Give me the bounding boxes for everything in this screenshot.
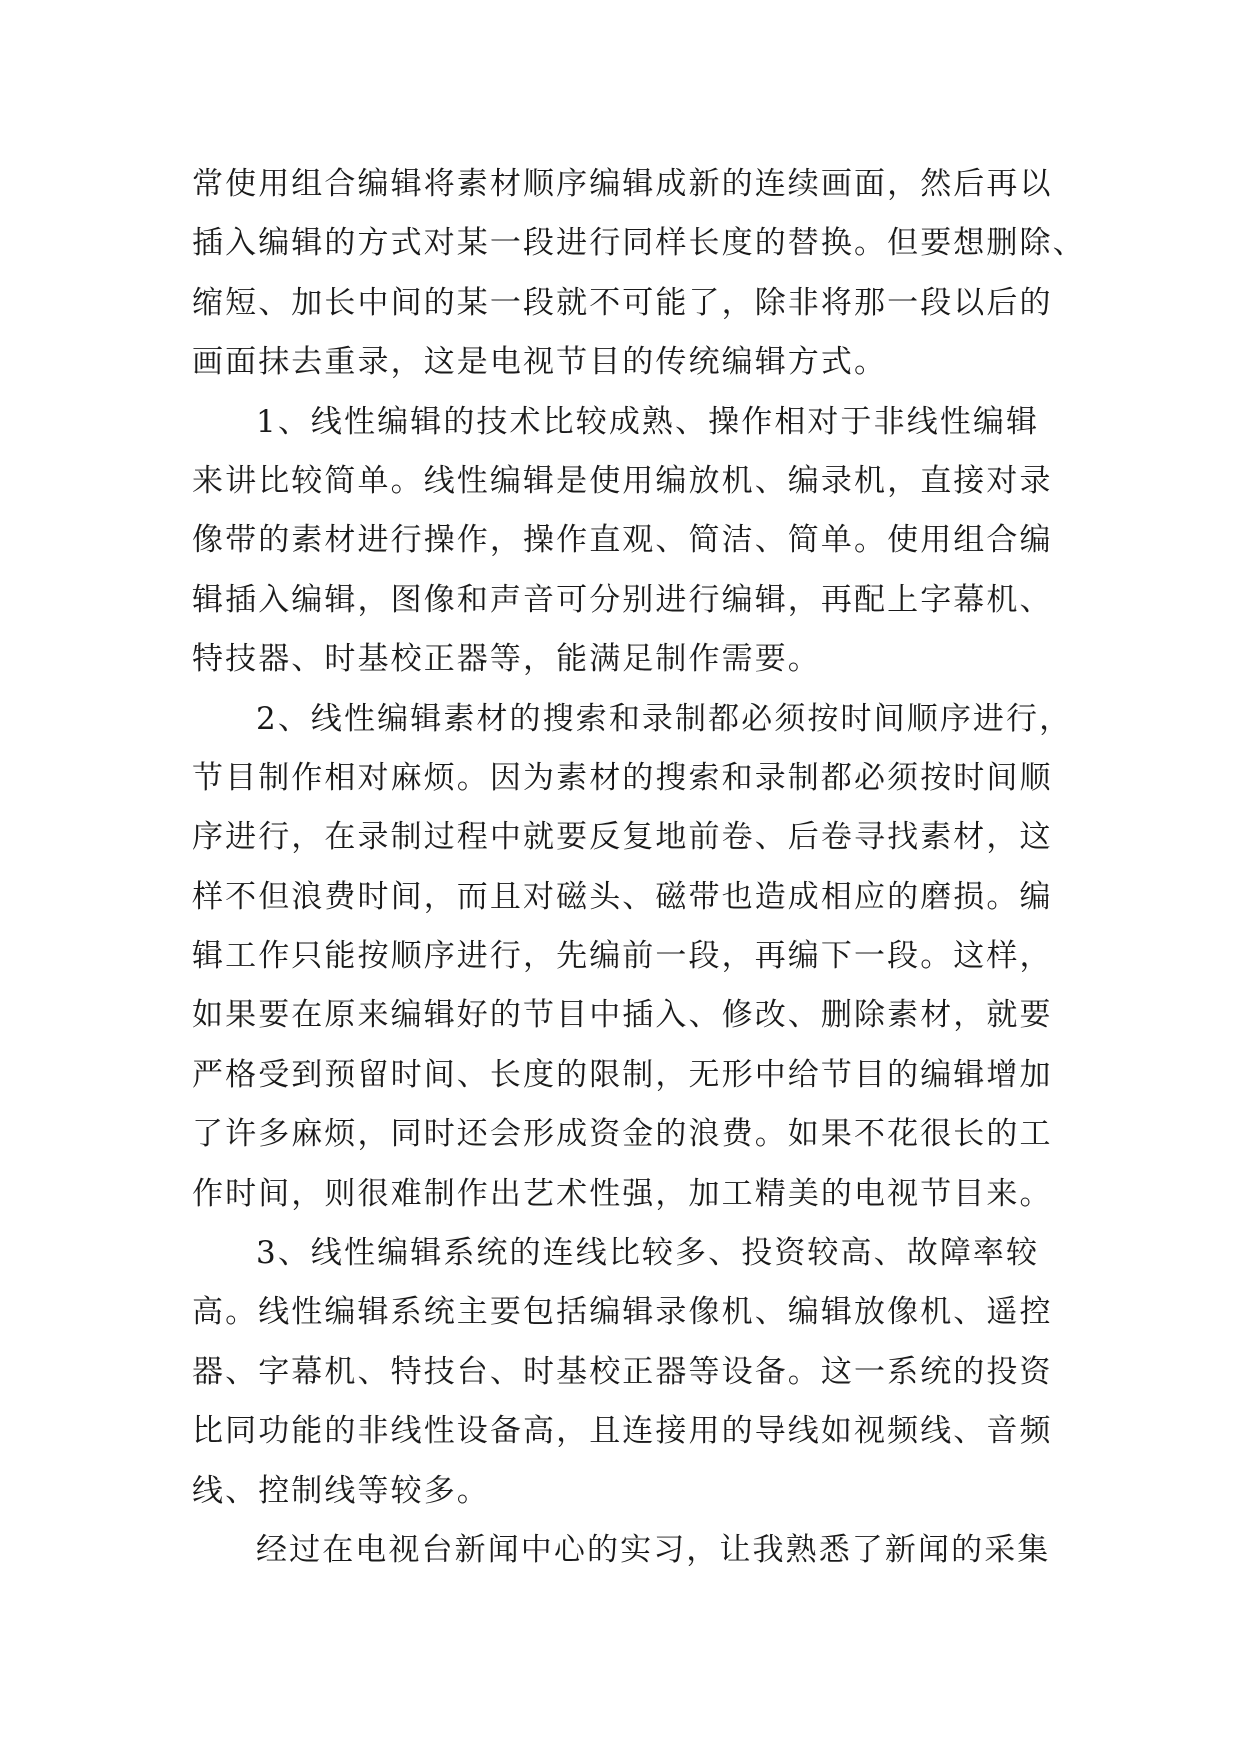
text-line: 作时间，则很难制作出艺术性强，加工精美的电视节目来。	[192, 1175, 1053, 1212]
text-line: 常使用组合编辑将素材顺序编辑成新的连续画面，然后再以	[192, 166, 1053, 202]
text-line: 了许多麻烦，同时还会形成资金的浪费。如果不花很长的工	[192, 1116, 1053, 1153]
text-line: 节目制作相对麻烦。因为素材的搜索和录制都必须按时间顺	[192, 759, 1053, 796]
text-line: 高。线性编辑系统主要包括编辑录像机、编辑放像机、遥控	[192, 1294, 1053, 1331]
text-line: 来讲比较简单。线性编辑是使用编放机、编录机，直接对录	[192, 462, 1053, 499]
text-line: 插入编辑的方式对某一段进行同样长度的替换。但要想删除、	[192, 225, 1086, 262]
text-line: 序进行，在录制过程中就要反复地前卷、后卷寻找素材，这	[192, 819, 1053, 856]
paragraph-first-line: 3、线性编辑系统的连线比较多、投资较高、故障率较	[256, 1235, 1040, 1272]
text-line: 像带的素材进行操作，操作直观、简洁、简单。使用组合编	[192, 522, 1053, 559]
text-line: 缩短、加长中间的某一段就不可能了，除非将那一段以后的	[192, 284, 1053, 321]
text-line: 样不但浪费时间，而且对磁头、磁带也造成相应的磨损。编	[192, 878, 1053, 915]
text-line: 器、字幕机、特技台、时基校正器等设备。这一系统的投资	[192, 1353, 1053, 1390]
paragraph-first-line: 2、线性编辑素材的搜索和录制都必须按时间顺序进行，	[256, 700, 1073, 737]
text-line: 辑工作只能按顺序进行，先编前一段，再编下一段。这样，	[192, 938, 1053, 975]
text-line: 特技器、时基校正器等，能满足制作需要。	[192, 641, 821, 678]
body-text	[192, 155, 1092, 1580]
text-line: 如果要在原来编辑好的节目中插入、修改、删除素材，就要	[192, 997, 1053, 1034]
paragraph-first-line: 1、线性编辑的技术比较成熟、操作相对于非线性编辑	[256, 403, 1040, 440]
paragraph-first-line: 经过在电视台新闻中心的实习，让我熟悉了新闻的采集	[256, 1531, 1051, 1568]
text-line: 画面抹去重录，这是电视节目的传统编辑方式。	[192, 344, 888, 381]
text-line: 线、控制线等较多。	[192, 1472, 490, 1509]
text-line: 严格受到预留时间、长度的限制，无形中给节目的编辑增加	[192, 1056, 1053, 1093]
text-line: 辑插入编辑，图像和声音可分别进行编辑，再配上字幕机、	[192, 581, 1053, 618]
text-line: 比同功能的非线性设备高，且连接用的导线如视频线、音频	[192, 1413, 1053, 1450]
